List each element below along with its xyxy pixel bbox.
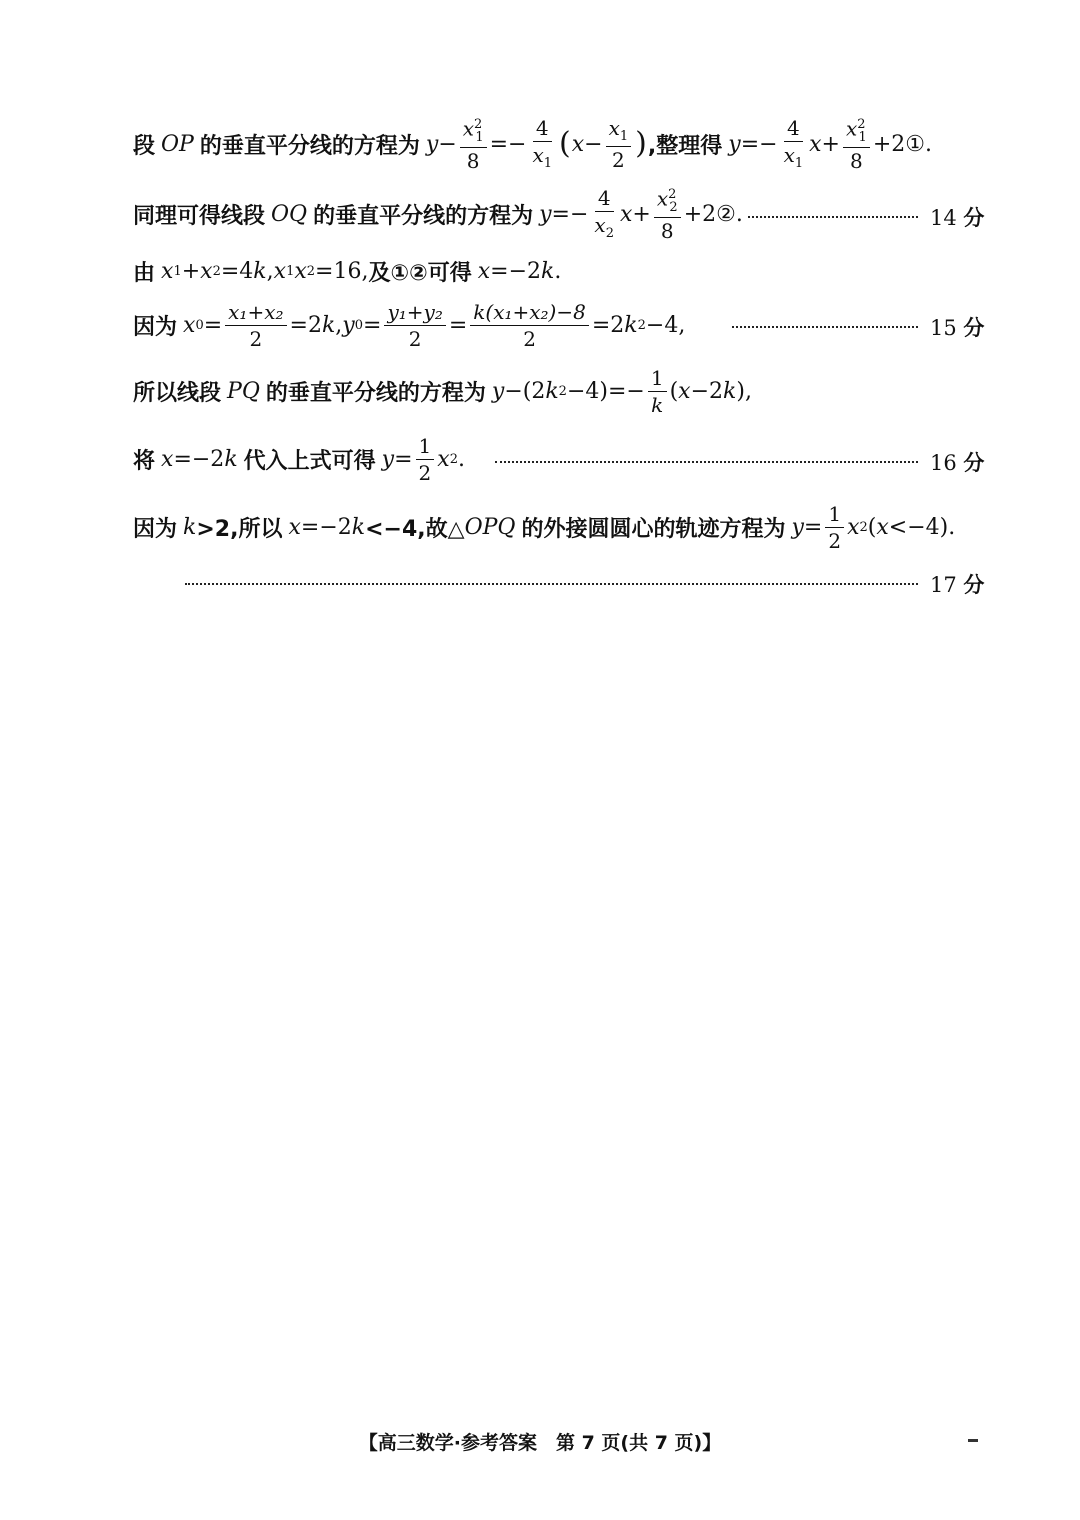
math-tail: +2①. [872, 131, 932, 157]
math-var: x [571, 131, 585, 157]
text: 段 [133, 133, 156, 159]
denominator: 2 [418, 461, 432, 485]
math-var: x [288, 515, 301, 540]
fraction: $\frac{4}{x_2}$ [594, 186, 614, 242]
fraction [648, 368, 667, 415]
math-op: =− [489, 131, 527, 157]
score-unit: 分 [963, 573, 985, 597]
text: 及①②可得 [368, 261, 472, 286]
text: 将 [133, 449, 156, 474]
math-var: x [847, 515, 860, 540]
superscript: 2 [558, 384, 567, 399]
score-value: 16 [930, 451, 957, 475]
math-op: <−4). [888, 515, 956, 540]
subscript: 1 [173, 264, 182, 279]
math-var: k [321, 313, 336, 338]
math-op: = [803, 515, 823, 540]
math-op: =−2 [300, 515, 352, 540]
fraction [825, 504, 844, 551]
math-op: = [363, 313, 382, 338]
math-op: = [203, 313, 223, 338]
score-label-15 [930, 312, 984, 342]
math-op: −2 [690, 379, 724, 404]
subscript: 2 [212, 264, 221, 279]
subscript: 1 [286, 264, 295, 279]
score-label-17 [930, 569, 984, 599]
math-op: . [457, 447, 465, 472]
solution-line-1: 段 OP 的垂直平分线的方程为 y − $\frac{x^2_1}{8}$ =− $\frac{4}{x_1}$ ( x − $\frac{x_1}{2}$ ) ,整理得 y =− $\frac{4}{x_1}$ x + $\frac{x^2_1}{8}$ +2①. [133, 116, 932, 173]
math-op: + [821, 131, 840, 157]
text: >2,所以 [196, 517, 283, 542]
score-leader-dots [185, 583, 918, 585]
score-label-14 [930, 202, 984, 232]
text: 的垂直平分线的方程为 [313, 203, 534, 229]
math-var: x [183, 313, 196, 338]
score-leader-dots [495, 461, 918, 463]
score-leader-dots [748, 216, 918, 218]
math-var: y [342, 313, 355, 338]
math-op: =2 [289, 313, 322, 338]
text: 由 [133, 261, 156, 286]
fraction [470, 302, 589, 349]
text: 因为 [133, 315, 178, 340]
math-op: , [335, 313, 343, 338]
text: <−4,故△ [365, 517, 465, 542]
text: ,整理得 [647, 133, 723, 159]
math-op: −4)=− [566, 379, 645, 404]
math-tail: +2②. [683, 201, 743, 227]
math-op: ( [867, 515, 877, 540]
denominator: 8 [850, 148, 863, 173]
numerator: k(x₁+x₂)−8 [470, 302, 589, 326]
text: 因为 [133, 517, 178, 542]
math-op: =2 [591, 313, 625, 338]
math-pq: PQ [227, 379, 260, 404]
denominator: k [651, 393, 664, 417]
math-var: y [491, 379, 505, 404]
text: 同理可得线段 [133, 203, 266, 229]
numerator: x₁+x₂ [225, 302, 286, 326]
math-var: y [791, 515, 804, 540]
scan-mark [968, 1439, 978, 1442]
score-unit: 分 [963, 451, 985, 475]
text: 代入上式可得 [243, 449, 376, 474]
math-op: − [584, 131, 603, 157]
denominator: 8 [660, 218, 674, 243]
text: 所以线段 [133, 381, 222, 406]
math-var: x [294, 259, 307, 284]
math-op: =16, [315, 259, 369, 284]
numerator: y₁+y₂ [384, 302, 445, 326]
math-op: =−2 [490, 259, 542, 284]
numerator: 4 [533, 118, 552, 142]
math-var: y [425, 131, 439, 157]
math-op: =4 [220, 259, 254, 284]
math-var: x [876, 515, 889, 540]
text: 的外接圆圆心的轨迹方程为 [521, 517, 786, 542]
numerator: x [462, 116, 475, 141]
math-var: x [678, 379, 691, 404]
denominator: 2 [828, 529, 842, 553]
math-var: k [723, 379, 737, 404]
denominator: x [594, 213, 606, 238]
math-op: , [266, 259, 274, 284]
score-value: 17 [930, 573, 957, 597]
numerator: 4 [784, 118, 803, 142]
math-oq: OQ [271, 201, 308, 227]
math-var: k [253, 259, 267, 284]
denominator: x [783, 143, 795, 168]
fraction: $\frac{x^2_1}{8}$ [843, 118, 870, 171]
text: 的垂直平分线的方程为 [265, 381, 486, 406]
fraction: $\frac{4}{x_1}$ [532, 116, 553, 172]
math-op: =− [740, 131, 778, 157]
solution-line-6 [133, 436, 465, 483]
fraction [416, 436, 435, 483]
solution-line-3 [133, 256, 561, 287]
solution-line-7 [133, 504, 955, 551]
math-op: −(2 [504, 379, 546, 404]
math-var: x [437, 447, 450, 472]
numerator: 1 [825, 504, 844, 528]
math-var: y [539, 201, 552, 227]
math-opq: OPQ [464, 515, 516, 540]
math-op: OP [161, 131, 194, 157]
math-var: k [541, 259, 555, 284]
numerator: x [656, 186, 669, 211]
math-op: = [394, 447, 413, 472]
math-var: x [273, 259, 287, 284]
math-var: x [161, 259, 174, 284]
numerator: 4 [595, 188, 614, 212]
math-var: x [161, 447, 174, 472]
math-var: x [619, 201, 633, 227]
math-var: x [477, 259, 491, 284]
score-value: 14 [930, 206, 957, 230]
math-op: − [438, 131, 457, 157]
score-label-16 [930, 447, 984, 477]
math-op: + [181, 259, 201, 284]
math-var: y [381, 447, 395, 472]
page-footer: 【高三数学·参考答案 第 7 页(共 7 页)】 [358, 1432, 722, 1454]
math-op: + [632, 201, 651, 227]
math-var: y [728, 131, 741, 157]
math-op: ( [669, 379, 679, 404]
numerator: 1 [648, 368, 667, 392]
denominator: x [532, 143, 544, 168]
subscript: 0 [195, 318, 204, 333]
math-var: k [183, 515, 197, 540]
solution-line-2 [133, 188, 743, 241]
denominator: 2 [612, 148, 625, 173]
math-op: = [448, 313, 468, 338]
text: 的垂直平分线的方程为 [199, 133, 420, 159]
score-unit: 分 [963, 316, 985, 340]
math-op: =−2 [173, 447, 225, 472]
fraction: $\frac{x_1}{2}$ [606, 118, 632, 170]
score-unit: 分 [963, 206, 985, 230]
denominator: 8 [466, 148, 480, 173]
numerator: 1 [416, 436, 435, 460]
math-op: . [554, 259, 562, 284]
denominator: 2 [249, 327, 263, 351]
fraction [384, 302, 445, 349]
superscript: 2 [637, 318, 646, 333]
math-op: −4, [645, 313, 686, 338]
math-var: x [200, 259, 213, 284]
denominator: 2 [408, 327, 422, 351]
superscript: 2 [859, 520, 868, 535]
solution-line-4 [133, 302, 685, 349]
score-value: 15 [930, 316, 957, 340]
math-var: k [624, 313, 638, 338]
subscript: 0 [354, 318, 364, 333]
numerator: x [845, 116, 858, 141]
math-var: x [809, 131, 822, 157]
math-var: k [545, 379, 559, 404]
fraction: $\frac{x^2_2}{8}$ [654, 188, 681, 241]
math-var: k [224, 447, 238, 472]
math-var: k [351, 515, 366, 540]
math-op: ), [736, 379, 752, 404]
subscript: 2 [306, 264, 316, 279]
superscript: 2 [449, 452, 458, 467]
numerator: x [608, 116, 620, 141]
fraction [225, 302, 286, 349]
math-op: =− [551, 201, 589, 227]
fraction: $\frac{4}{x_1}$ [783, 116, 804, 172]
solution-line-5 [133, 368, 752, 415]
fraction: $\frac{x^2_1}{8}$ [460, 118, 487, 171]
denominator: 2 [523, 327, 536, 351]
score-leader-dots [732, 326, 918, 328]
